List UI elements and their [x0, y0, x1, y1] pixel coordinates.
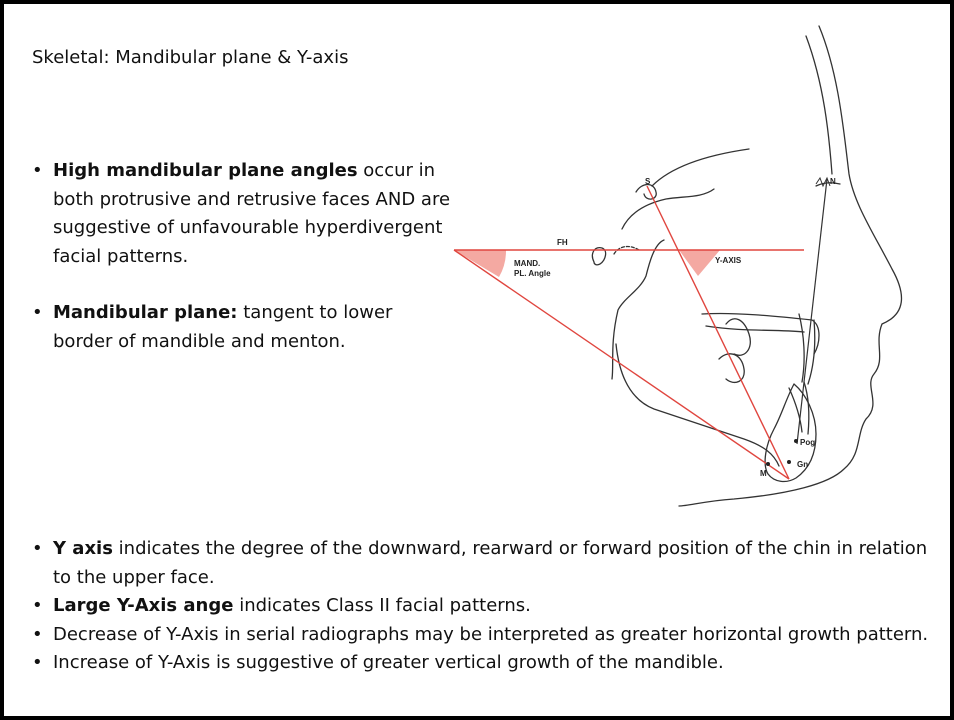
incisor-upper	[799, 314, 815, 384]
bullet-text: Increase of Y-Axis is suggestive of greater vertical growth of the mandible.	[53, 652, 724, 673]
bullet-item	[32, 621, 932, 650]
bullet-item	[32, 592, 932, 621]
label-y-axis: Y-AXIS	[715, 256, 742, 265]
orbit-outline	[622, 149, 749, 229]
label-gn: Gn	[797, 460, 809, 469]
soft-tissue-profile	[679, 26, 901, 506]
gn-point	[787, 460, 791, 464]
label-fh: FH	[557, 238, 568, 247]
maxilla-outline	[702, 313, 819, 354]
bullet-text: occur in both protrusive and retrusive faces AND are suggestive of unfavourable hyperdivergent facial patterns.	[53, 160, 451, 267]
bullet-item	[32, 299, 452, 356]
cranial-base	[612, 240, 664, 379]
bottom-bullet-list	[32, 535, 932, 678]
sella-turcica	[636, 185, 656, 200]
label-n: N	[830, 177, 836, 186]
bullet-item	[32, 649, 932, 678]
n-pog-line	[797, 179, 827, 444]
bullet-bold: Large Y-Axis ange	[53, 595, 234, 616]
bullet-text: indicates the degree of the downward, rearward or forward position of the chin in relation to the upper face.	[53, 538, 928, 588]
bullet-item	[32, 535, 932, 592]
bullet-text: Decrease of Y-Axis in serial radiographs may be interpreted as greater horizontal growth pattern.	[53, 623, 929, 645]
label-pl-angle: PL. Angle	[514, 269, 551, 278]
bullet-item	[32, 157, 452, 271]
mandibular-plane-angle-wedge	[454, 250, 506, 277]
cephalometric-tracing	[444, 14, 944, 514]
y-axis-angle-wedge	[679, 250, 720, 276]
label-mand: MAND.	[514, 259, 541, 268]
bullet-bold: Mandibular plane:	[53, 302, 238, 323]
soft-tissue-forehead	[806, 36, 832, 174]
top-bullet-list	[32, 157, 452, 356]
m-point	[766, 462, 770, 466]
nasal-bone	[816, 183, 840, 186]
bullet-text: indicates Class II facial patterns.	[233, 595, 531, 616]
slide-title: Skeletal: Mandibular plane & Y-axis	[32, 47, 349, 68]
bullet-bold: High mandibular plane angles	[53, 160, 358, 181]
mandibular-plane-line	[454, 250, 789, 479]
bullet-text: tangent to lower border of mandible and menton.	[53, 302, 393, 352]
pog-point	[794, 439, 798, 443]
label-m: M	[760, 469, 767, 478]
y-axis-line	[647, 186, 789, 479]
mandible-ramus	[616, 344, 779, 466]
label-s: S	[645, 177, 651, 186]
bullet-bold: Y axis	[53, 538, 113, 559]
cephalometric-diagram	[444, 14, 944, 514]
label-pog: Pog	[800, 438, 816, 447]
